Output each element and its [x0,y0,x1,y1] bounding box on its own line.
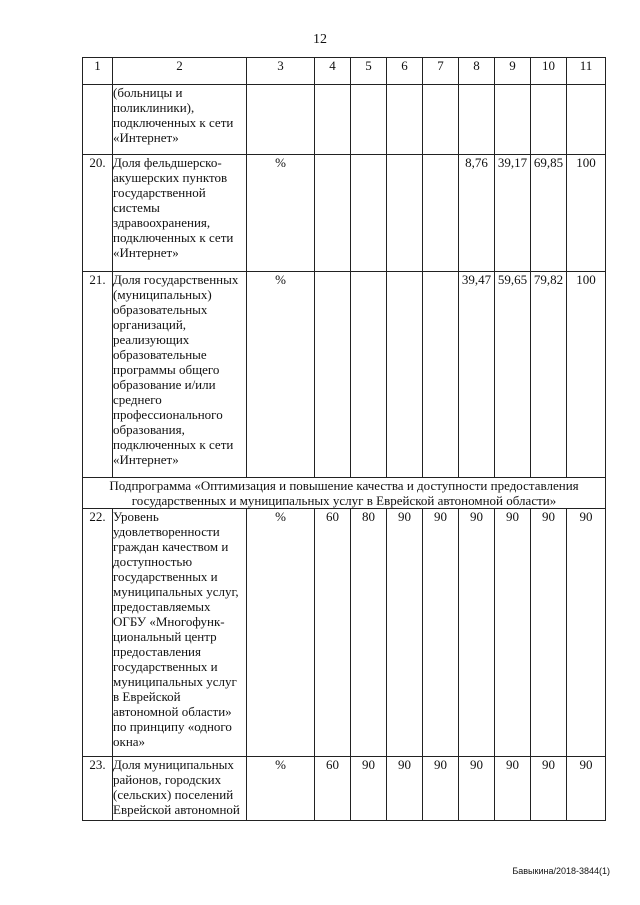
value-cell [315,155,351,272]
value-cell [423,85,459,155]
indicator-description-line: предоставления [113,644,201,659]
col-header: 10 [531,58,567,85]
indicator-description-line: государственных и [113,659,218,674]
indicator-description-line: среднего [113,392,162,407]
value-cell: 8,76 [459,155,495,272]
col-header: 8 [459,58,495,85]
value-cell: 39,47 [459,272,495,478]
row-number: 20. [83,155,113,272]
col-header: 4 [315,58,351,85]
value-cell: 90 [387,509,423,757]
value-cell: 90 [459,757,495,821]
unit-cell: % [247,757,315,821]
indicator-description-line: ОГБУ «Многофунк- [113,614,225,629]
indicator-description-line: (сельских) поселений [113,787,234,802]
indicator-description-line: автономной области» [113,704,232,719]
value-cell [423,272,459,478]
indicator-description-line: подключенных к сети [113,115,234,130]
subprogram-title-line: Подпрограмма «Оптимизация и повышение качества и доступности предоставления [109,478,579,493]
indicator-description-line: Уровень [113,509,159,524]
value-cell: 60 [315,757,351,821]
indicator-description-line: «Интернет» [113,452,179,467]
indicator-description-line: организаций, [113,317,187,332]
indicator-description-line: профессионального [113,407,223,422]
indicator-description-line: районов, городских [113,772,222,787]
value-cell [387,85,423,155]
col-header: 5 [351,58,387,85]
indicator-description-line: муниципальных услуг [113,674,237,689]
indicator-description-line: образовательные [113,347,207,362]
indicator-description-line: поликлиники), [113,100,195,115]
indicator-description-line: здравоохранения, [113,215,211,230]
value-cell [351,155,387,272]
table-row [83,509,606,757]
row-number: 22. [83,509,113,757]
indicator-description-line: реализующих [113,332,190,347]
indicator-description [113,155,247,272]
indicator-description-line: подключенных к сети [113,437,234,452]
indicator-description [113,509,247,757]
indicator-description-line: системы [113,200,160,215]
value-cell: 90 [567,509,606,757]
indicator-description-line: граждан качеством и [113,539,229,554]
value-cell: 100 [567,272,606,478]
value-cell [495,85,531,155]
value-cell: 90 [531,509,567,757]
value-cell [387,155,423,272]
column-number-header-row [83,58,606,85]
indicator-description [113,85,247,155]
value-cell: 69,85 [531,155,567,272]
indicator-description-line: «Интернет» [113,245,179,260]
col-header: 9 [495,58,531,85]
value-cell: 90 [459,509,495,757]
indicator-description-line: государственных и [113,569,218,584]
value-cell: 60 [315,509,351,757]
table-row [83,85,606,155]
value-cell [351,272,387,478]
subprogram-title-line: государственных и муниципальных услуг в Еврейской автономной области» [131,493,557,508]
value-cell: 59,65 [495,272,531,478]
value-cell [351,85,387,155]
col-header: 6 [387,58,423,85]
value-cell: 90 [351,757,387,821]
indicator-description-line: в Еврейской [113,689,181,704]
value-cell: 90 [567,757,606,821]
indicator-description-line: подключенных к сети [113,230,234,245]
subprogram-row [83,478,606,509]
indicator-description-line: «Интернет» [113,130,179,145]
unit-cell: % [247,272,315,478]
indicator-description-line: удовлетворенности [113,524,220,539]
indicator-description [113,757,247,821]
indicator-description-line: Доля государственных [113,272,239,287]
col-header: 7 [423,58,459,85]
indicator-description-line: муниципальных услуг, [113,584,239,599]
value-cell: 90 [423,509,459,757]
table-row [83,155,606,272]
value-cell [315,272,351,478]
value-cell [567,85,606,155]
page-number: 12 [313,32,327,47]
col-header: 11 [567,58,606,85]
indicator-description-line: предоставляемых [113,599,211,614]
value-cell: 90 [495,509,531,757]
indicator-description-line: циональный центр [113,629,217,644]
row-number [83,85,113,155]
value-cell: 100 [567,155,606,272]
indicators-table [82,57,606,821]
col-header: 2 [113,58,247,85]
indicator-description-line: Доля фельдшерско- [113,155,222,170]
row-number: 23. [83,757,113,821]
indicator-description-line: государственной [113,185,206,200]
document-footer-code: Бавыкина/2018-3844(1) [512,866,610,876]
unit-cell: % [247,155,315,272]
indicator-description-line: образование и/или [113,377,216,392]
value-cell [531,85,567,155]
value-cell: 90 [387,757,423,821]
value-cell [315,85,351,155]
value-cell: 90 [495,757,531,821]
indicator-description-line: Доля муниципальных [113,757,234,772]
value-cell: 90 [531,757,567,821]
indicator-description-line: доступностью [113,554,193,569]
col-header: 1 [83,58,113,85]
indicator-description-line: акушерских пунктов [113,170,228,185]
value-cell: 39,17 [495,155,531,272]
unit-cell: % [247,509,315,757]
subprogram-title [83,478,606,509]
indicator-description-line: (больницы и [113,85,183,100]
col-header: 3 [247,58,315,85]
indicator-description-line: образовательных [113,302,208,317]
unit-cell [247,85,315,155]
indicator-description-line: Еврейской автономной [113,802,240,817]
value-cell: 79,82 [531,272,567,478]
indicator-description-line: образования, [113,422,185,437]
row-number: 21. [83,272,113,478]
value-cell: 90 [423,757,459,821]
indicator-description-line: окна» [113,734,146,749]
value-cell [459,85,495,155]
indicator-description-line: (муниципальных) [113,287,212,302]
indicator-description-line: программы общего [113,362,220,377]
value-cell [387,272,423,478]
value-cell [423,155,459,272]
indicator-description-line: по принципу «одного [113,719,232,734]
value-cell: 80 [351,509,387,757]
indicator-description [113,272,247,478]
table-row [83,272,606,478]
table-row [83,757,606,821]
